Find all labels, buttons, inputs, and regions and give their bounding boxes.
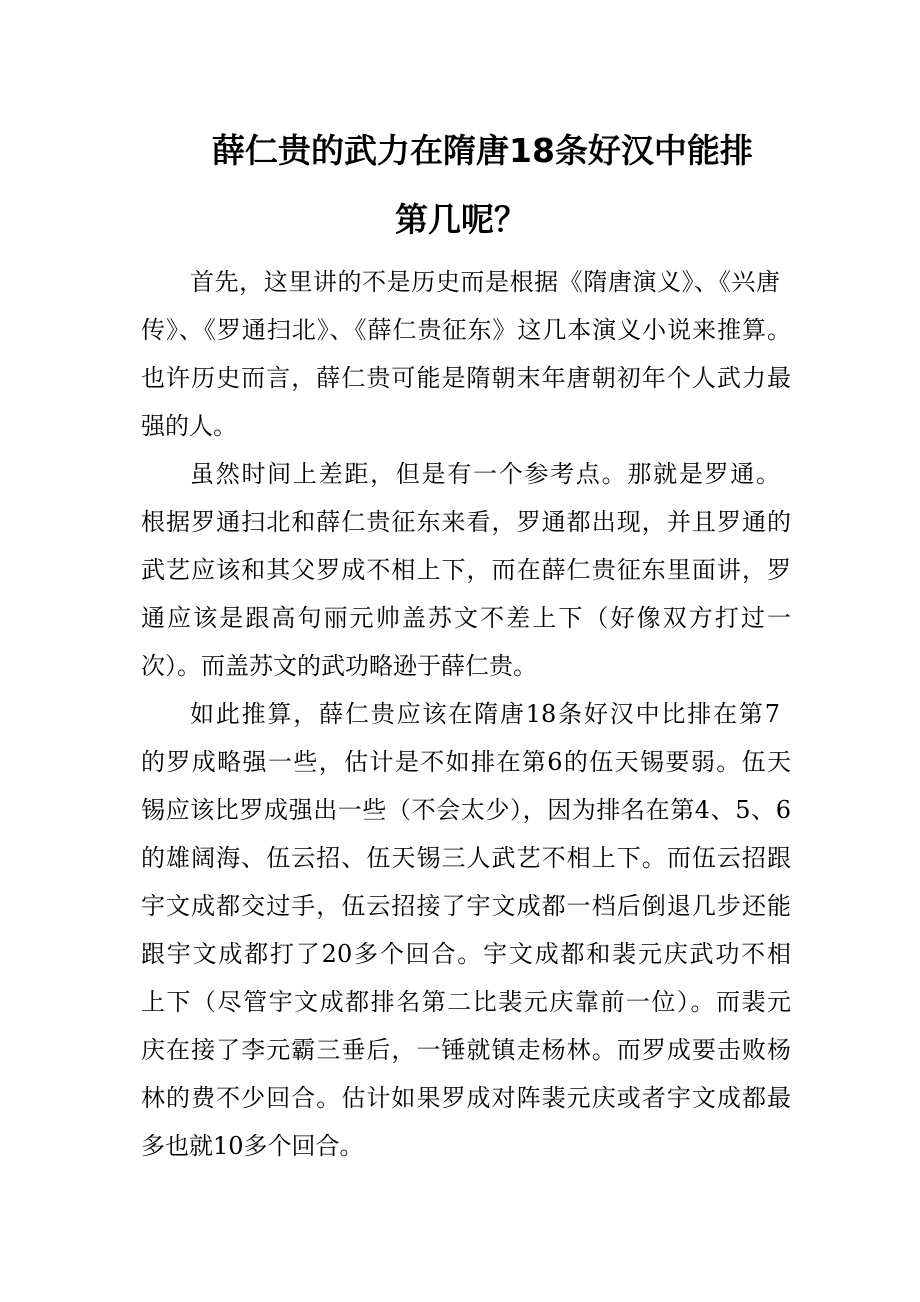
paragraph-line: 首先，这里讲的不是历史而是根据《隋唐演义》、《兴唐 [190,268,780,296]
paragraph-line: 锡应该比罗成强出一些（不会太少），因为排名在第4、5、6 [141,796,791,824]
paragraph-line: 跟宇文成都打了20多个回合。宇文成都和裴元庆武功不相 [141,940,791,968]
paragraph-line: 林的费不少回合。估计如果罗成对阵裴元庆或者宇文成都最 [141,1084,791,1112]
paragraph-line: 如此推算，薛仁贵应该在隋唐18条好汉中比排在第7 [190,700,780,728]
paragraph-line: 上下（尽管宇文成都排名第二比裴元庆靠前一位）。而裴元 [141,988,791,1016]
paragraph-line: 次）。而盖苏文的武功略逊于薛仁贵。 [141,652,537,680]
title-line-2: 第几呢？ [395,200,527,239]
paragraph-line: 通应该是跟高句丽元帅盖苏文不差上下（好像双方打过一 [141,604,791,632]
paragraph-line: 虽然时间上差距，但是有一个参考点。那就是罗通。 [190,460,780,488]
paragraph-line: 根据罗通扫北和薛仁贵征东来看，罗通都出现，并且罗通的 [141,508,791,536]
paragraph-line: 的雄阔海、伍云招、伍天锡三人武艺不相上下。而伍云招跟 [141,844,791,872]
paragraph-line: 的罗成略强一些，估计是不如排在第6的伍天锡要弱。伍天 [141,748,791,776]
title-line-1: 薛仁贵的武力在隋唐18条好汉中能排 [212,131,753,170]
paragraph-line: 多也就10多个回合。 [141,1132,364,1160]
paragraph-line: 也许历史而言，薛仁贵可能是隋朝末年唐朝初年个人武力最 [141,364,791,392]
paragraph-line: 强的人。 [141,412,237,440]
paragraph-line: 庆在接了李元霸三垂后，一锤就镇走杨林。而罗成要击败杨 [141,1036,791,1064]
paragraph-line: 宇文成都交过手，伍云招接了宇文成都一档后倒退几步还能 [141,892,791,920]
paragraph-line: 武艺应该和其父罗成不相上下，而在薛仁贵征东里面讲，罗 [141,556,791,584]
paragraph-line: 传》、《罗通扫北》、《薛仁贵征东》这几本演义小说来推算。 [141,316,791,344]
